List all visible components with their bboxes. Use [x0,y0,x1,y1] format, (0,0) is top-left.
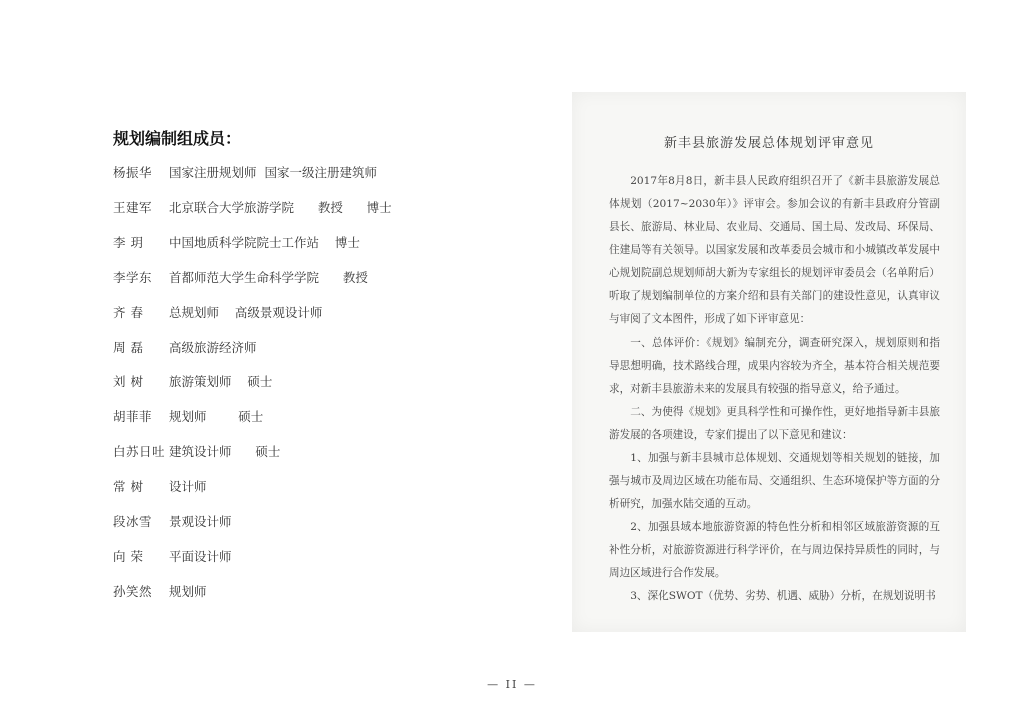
member-role: 国家注册规划师 国家一级注册建筑师 [169,165,377,180]
member-row [113,404,263,428]
page-number: — II — [487,678,537,691]
review-paragraph: 2、加强县域本地旅游资源的特色性分析和相邻区域旅游资源的互补性分析，对旅游资源进行科学评价，在与周边保持异质性的同时，与周边区域进行合作发展。 [609,521,940,579]
review-paragraph: 一、总体评价：《规划》编制充分，调查研究深入，规划原则和指导思想明确，技术路线合理，成果内容较为齐全，基本符合相关规范要求，对新丰县旅游未来的发展具有较强的指导意义，给予通过。 [609,337,940,395]
scanned-document [572,92,966,632]
member-row [113,509,232,533]
member-name: 孙笑然 [113,583,153,599]
member-role: 平面设计师 [169,548,232,564]
member-role: 中国地质科学院院士工作站 博士 [169,234,360,250]
member-role: 建筑设计师 硕士 [169,444,281,460]
member-row [113,544,232,568]
review-paragraph: 1、加强与新丰县城市总体规划、交通规划等相关规划的链接，加强与城市及周边区域在功能布局、交通组织、生态环境保护等方面的分析研究，加强水陆交通的互动。 [609,452,940,510]
page-title: 规划编制组成员： [113,129,242,148]
member-name: 胡菲菲 [113,409,153,425]
member-row [113,230,360,254]
member-name: 齐 春 [113,304,144,320]
member-name: 王建军 [113,199,153,215]
member-row [113,265,368,289]
member-name: 白苏日吐 [113,444,166,460]
member-row [113,195,392,219]
member-role: 规划师 硕士 [169,409,264,425]
member-role: 规划师 [169,583,207,599]
member-row [113,579,207,603]
member-name: 刘 树 [113,374,144,390]
member-row [113,474,207,498]
member-name: 杨振华 [113,165,153,180]
member-role: 北京联合大学旅游学院 教授 博士 [169,199,392,215]
member-role: 景观设计师 [169,514,232,529]
member-name: 常 树 [113,479,144,495]
member-row [113,369,272,393]
member-name: 段冰雪 [113,514,153,529]
member-row [113,439,280,463]
member-role: 首都师范大学生命科学学院 教授 [169,269,368,285]
member-name: 周 磊 [113,339,144,355]
member-name: 向 荣 [113,548,144,564]
member-row [113,335,257,359]
member-name: 李 玥 [113,234,144,250]
review-paragraph: 3、深化SWOT（优势、劣势、机遇、威胁）分析，在规划说明书 [630,590,936,602]
review-paragraph: 二、为使得《规划》更具科学性和可操作性，更好地指导新丰县旅游发展的各项建设，专家们提出了以下意见和建议： [609,406,940,441]
member-row [113,300,322,324]
member-role: 总规划师 高级景观设计师 [169,304,323,320]
member-role: 高级旅游经济师 [169,339,257,355]
member-role: 设计师 [169,479,207,495]
scanned-document-title: 新丰县旅游发展总体规划评审意见 [663,136,874,151]
member-role: 旅游策划师 硕士 [169,374,273,390]
member-row [113,160,377,184]
review-paragraph: 2017年8月8日，新丰县人民政府组织召开了《新丰县旅游发展总体规划（2017~2030年）》评审会。参加会议的有新丰县政府分管副县长、旅游局、林业局、农业局、交通局、国土局、发改局、环保局、住建局等有关领导。以国家发展和改革委员会城市和小城镇改革发展中心规划院副总规划师胡大新为专家组长的规划评审委员会（名单附后）听取了规划编制单位的方案介绍和县有关部门的建设性意见，认真审议与审阅了文本图件，形成了如下评审意见： [609,175,940,325]
member-name: 李学东 [113,269,153,285]
